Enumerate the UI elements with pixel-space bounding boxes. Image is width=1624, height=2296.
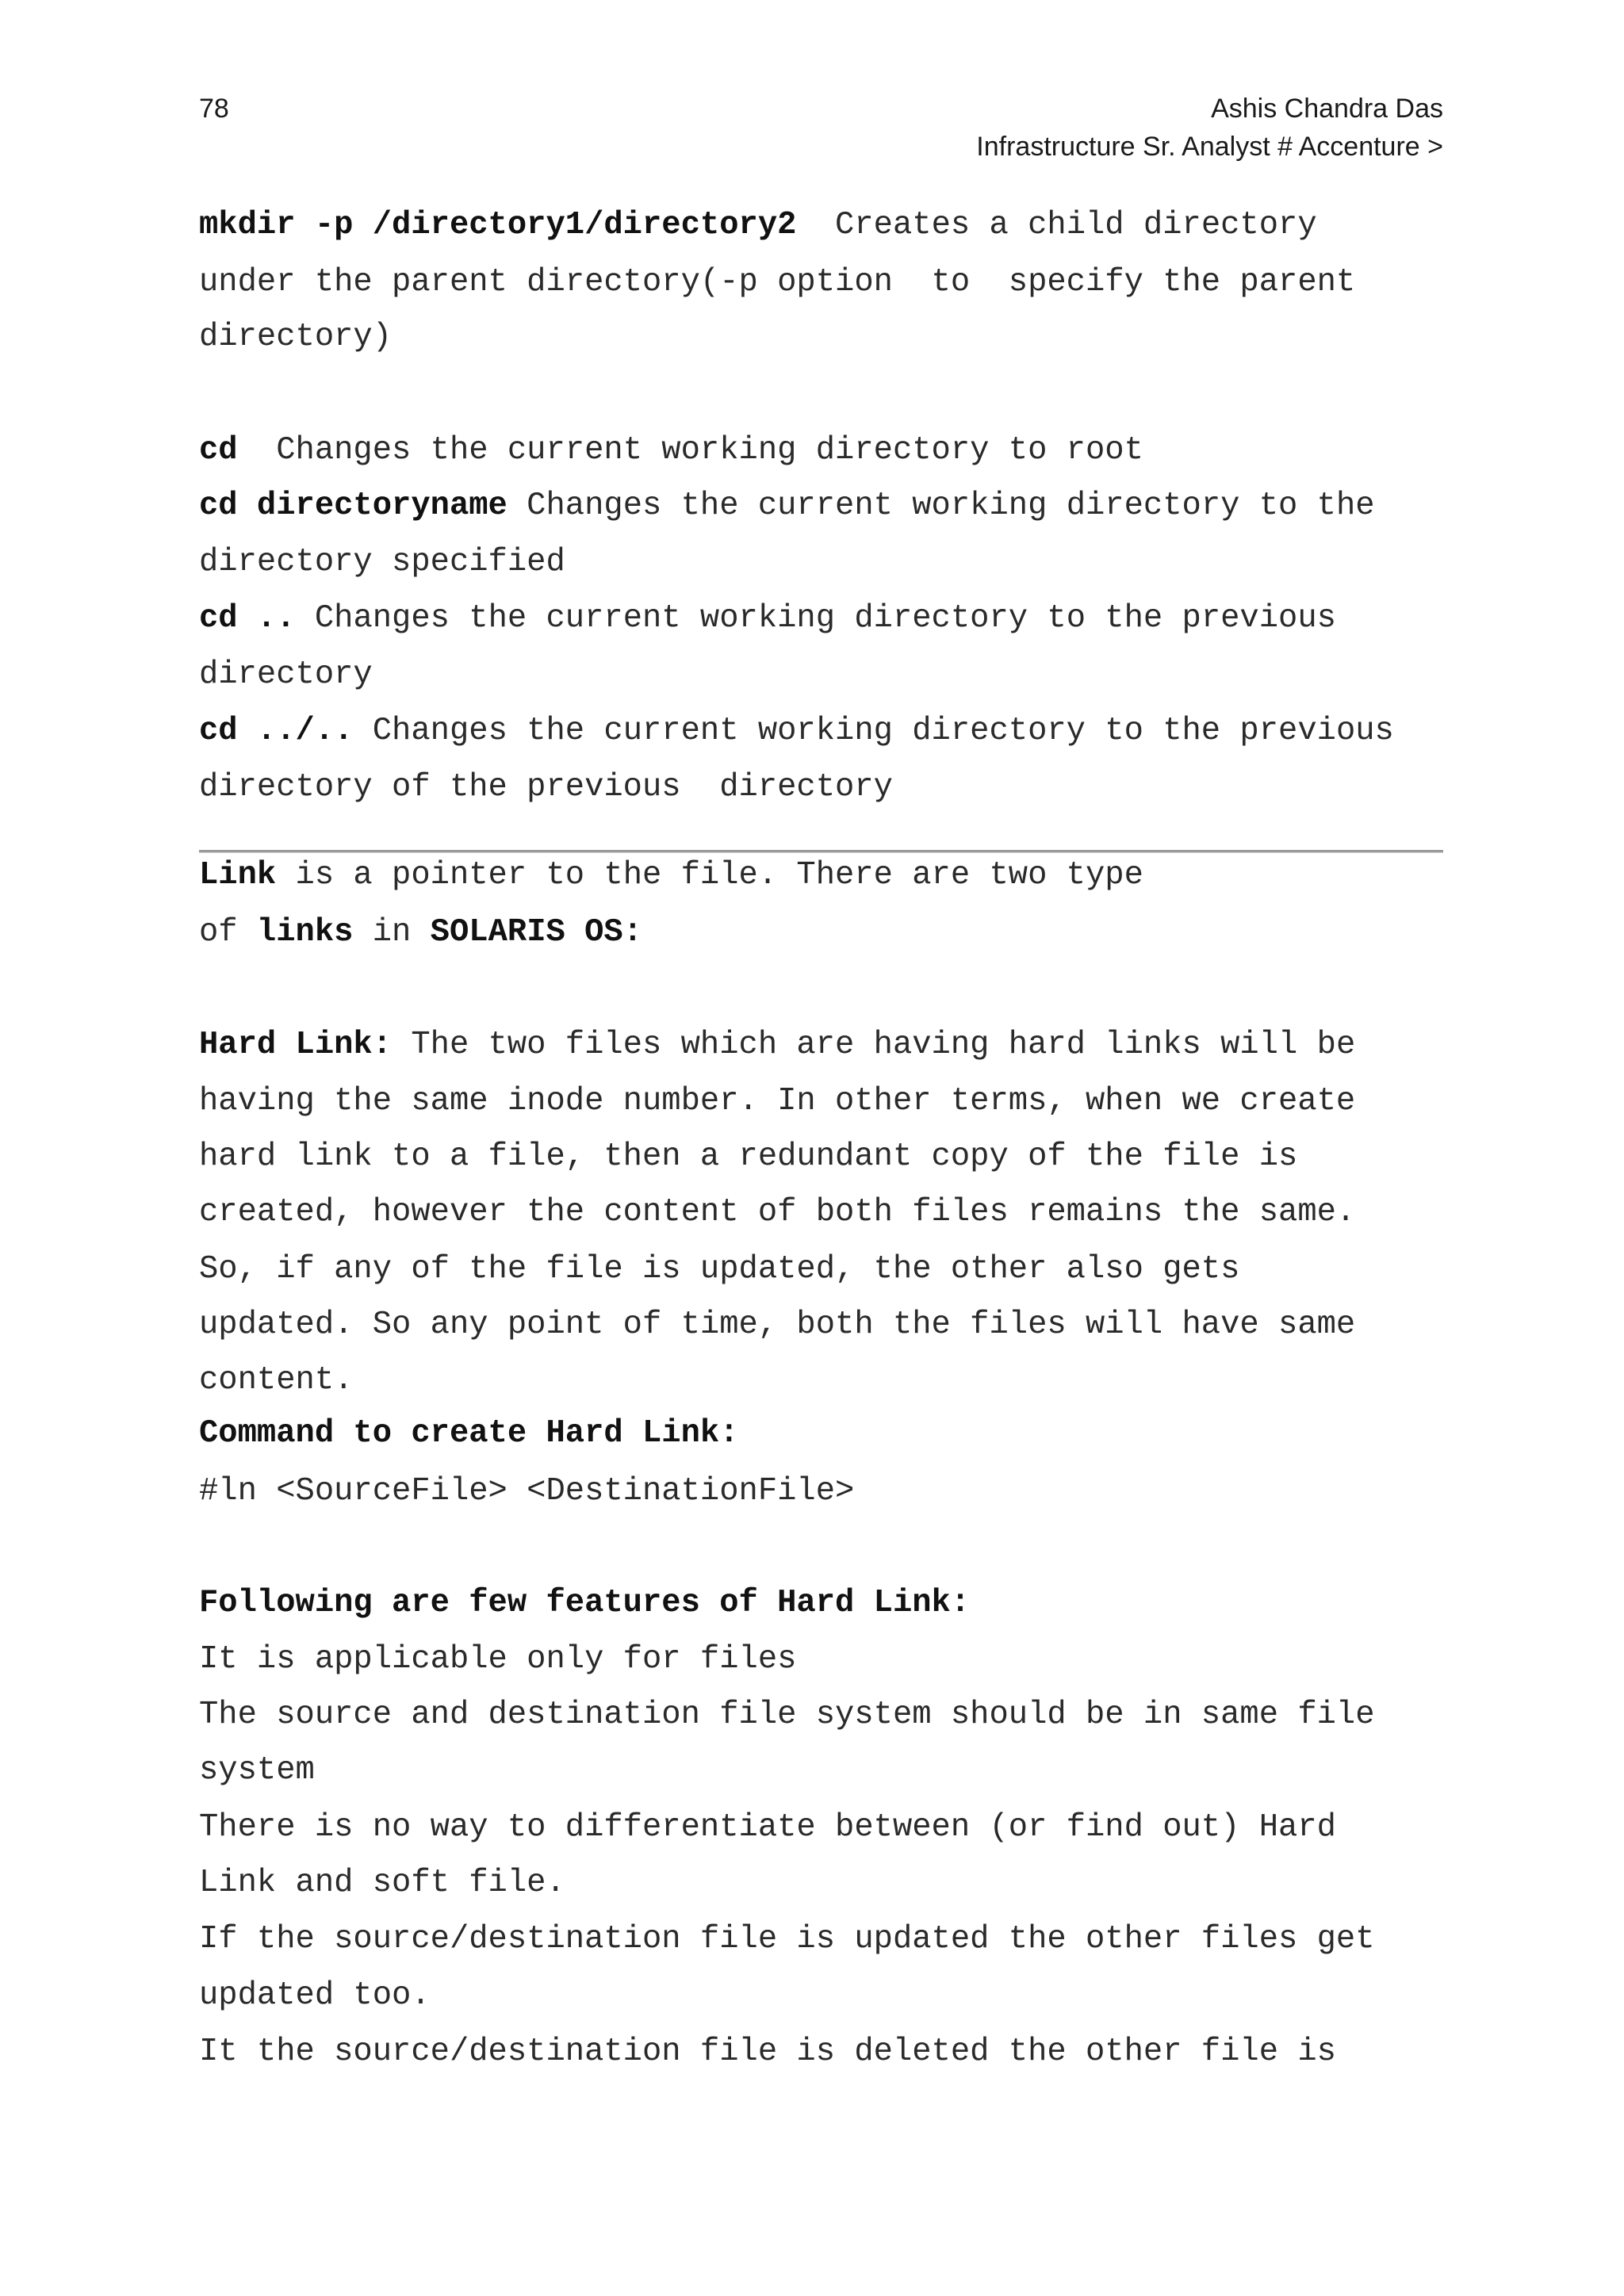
feature-line: The source and destination file system should be in same file xyxy=(199,1697,1375,1733)
text-line: directory of the previous directory xyxy=(199,769,893,806)
paragraph-line: having the same inode number. In other terms, when we create xyxy=(199,1083,1356,1119)
links-intro-line: of links in SOLARIS OS: xyxy=(199,914,643,951)
text-line: directory specified xyxy=(199,544,565,580)
command-line: cd ../.. Changes the current working directory to the previous xyxy=(199,713,1394,749)
feature-line: There is no way to differentiate between (or find out) Hard xyxy=(199,1809,1336,1846)
feature-line: It is applicable only for files xyxy=(199,1641,797,1678)
paragraph-line: So, if any of the file is updated, the other also gets xyxy=(199,1251,1240,1288)
command-line: cd Changes the current working directory to root xyxy=(199,432,1143,469)
links-intro-line: Link is a pointer to the file. There are two type xyxy=(199,857,1143,894)
page-number: 78 xyxy=(199,94,229,124)
command-example: #ln <SourceFile> <DestinationFile> xyxy=(199,1473,855,1510)
command-line: cd .. Changes the current working directory to the previous xyxy=(199,600,1336,637)
author-name: Ashis Chandra Das xyxy=(1211,94,1443,124)
feature-line: It the source/destination file is deleted the other file is xyxy=(199,2034,1336,2070)
command-line: mkdir -p /directory1/directory2 Creates a child directory xyxy=(199,207,1317,243)
command-line: cd directoryname Changes the current working directory to the xyxy=(199,488,1375,524)
hard-link-definition: Hard Link: The two files which are having hard links will be xyxy=(199,1027,1356,1063)
text-line: directory xyxy=(199,656,373,693)
text-line: under the parent directory(-p option to specify the parent xyxy=(199,264,1356,300)
feature-line: updated too. xyxy=(199,1977,431,2014)
paragraph-line: updated. So any point of time, both the files will have same xyxy=(199,1307,1356,1343)
features-heading: Following are few features of Hard Link: xyxy=(199,1585,971,1621)
feature-line: If the source/destination file is updated the other files get xyxy=(199,1921,1375,1957)
text-line: directory) xyxy=(199,319,393,355)
paragraph-line: hard link to a file, then a redundant copy of the file is xyxy=(199,1138,1298,1175)
links-section xyxy=(199,0,1452,2070)
paragraph-line: content. xyxy=(199,1362,354,1399)
feature-line: system xyxy=(199,1752,315,1789)
feature-line: Link and soft file. xyxy=(199,1865,565,1901)
command-heading: Command to create Hard Link: xyxy=(199,1415,739,1452)
author-role: Infrastructure Sr. Analyst # Accenture > xyxy=(976,132,1443,162)
paragraph-line: created, however the content of both files remains the same. xyxy=(199,1194,1356,1230)
